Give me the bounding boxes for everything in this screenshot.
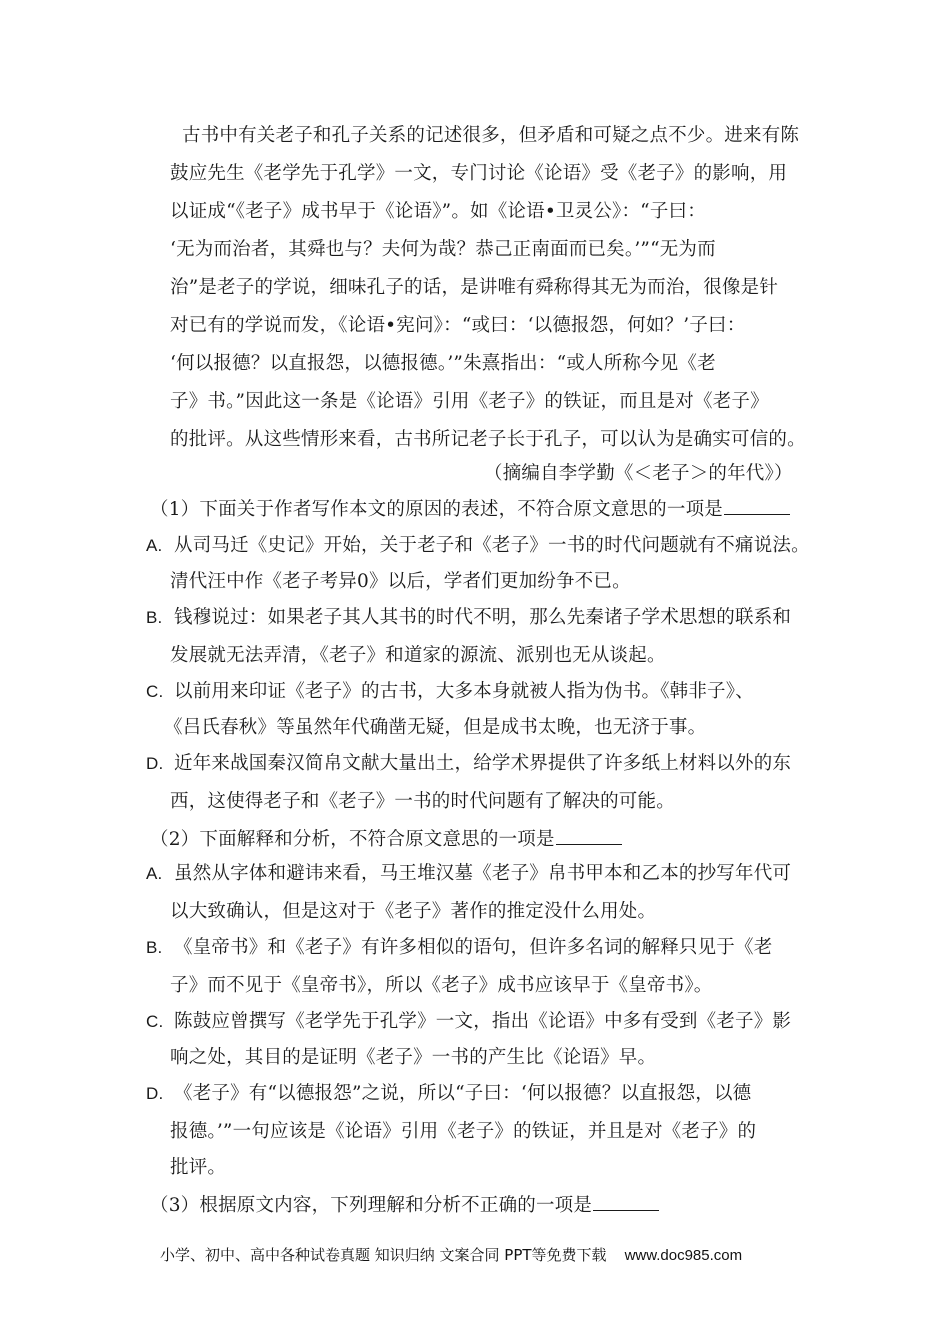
question-3-stem: [150, 1192, 659, 1218]
q1-option-b: [146, 606, 791, 630]
passage-line: 治”是老子的学说，细味孔子的话，是讲唯有舜称得其无为而治，很像是针: [170, 277, 779, 298]
answer-blank[interactable]: [593, 1192, 659, 1211]
q2-option-d-cont: 报德。’”一句应该是《论语》引用《老子》的铁证，并且是对《老子》的: [170, 1121, 757, 1142]
option-letter: D.: [146, 1084, 164, 1103]
option-text: 以前用来印证《老子》的古书，大多本身就被人指为伪书。《韩非子》、: [174, 681, 754, 702]
q2-option-b-cont: 子》而不见于《皇帝书》，所以《老子》成书应该早于《皇帝书》。: [170, 975, 713, 996]
option-text: 近年来战国秦汉简帛文献大量出土，给学术界提供了许多纸上材料以外的东: [174, 753, 792, 774]
option-letter: D.: [146, 754, 164, 773]
q2-option-c: [146, 1010, 791, 1034]
q1-option-b-cont: 发展就无法弄清，《老子》和道家的源流、派别也无从谈起。: [170, 645, 666, 666]
question-2-stem: [150, 826, 622, 852]
passage-line: 对已有的学说而发，《论语•宪问》：“或曰：‘以德报怨，何如？’子曰：: [170, 315, 746, 336]
q1-option-a-cont: 清代汪中作《老子考异0》以后，学者们更加纷争不已。: [170, 571, 631, 592]
q1-option-c: [146, 680, 754, 704]
option-letter: A.: [146, 536, 163, 555]
q2-option-b: [146, 936, 772, 960]
option-letter: C.: [146, 1012, 164, 1031]
option-letter: A.: [146, 864, 163, 883]
question-3-text: （3）根据原文内容，下列理解和分析不正确的一项是: [150, 1195, 593, 1216]
option-text: 《皇帝书》和《老子》有许多相似的语句，但许多名词的解释只见于《老: [174, 937, 773, 958]
q2-option-a-cont: 以大致确认，但是这对于《老子》著作的推定没什么用处。: [170, 901, 657, 922]
q2-option-d: [146, 1082, 751, 1106]
option-text: 从司马迁《史记》开始，关于老子和《老子》一书的时代问题就有不痛说法。: [174, 535, 810, 556]
option-text: 钱穆说过：如果老子其人其书的时代不明，那么先秦诸子学术思想的联系和: [174, 607, 792, 628]
passage-line: ‘无为而治者，其舜也与？夫何为哉？恭己正南面而已矣。’”“无为而: [170, 239, 716, 260]
question-1-stem: [150, 496, 790, 522]
passage-line: 的批评。从这些情形来看，古书所记老子长于孔子，可以认为是确实可信的。: [170, 429, 806, 450]
q1-option-d-cont: 西，这使得老子和《老子》一书的时代问题有了解决的可能。: [170, 791, 675, 812]
answer-blank[interactable]: [724, 496, 790, 515]
footer-site-link[interactable]: www.doc985.com: [624, 1247, 743, 1264]
option-text: 陈鼓应曾撰写《老学先于孔学》一文，指出《论语》中多有受到《老子》影: [174, 1011, 792, 1032]
q2-option-a: [146, 862, 791, 886]
answer-blank[interactable]: [556, 826, 622, 845]
passage-line: ‘何以报德？以直报怨，以德报德。’”朱熹指出：“或人所称今见《老: [170, 353, 716, 374]
option-text: 《老子》有“以德报怨”之说，所以“子曰：‘何以报德？以直报怨，以德: [174, 1083, 752, 1104]
passage-line: 以证成“《老子》成书早于《论语》”。如《论语•卫灵公》：“子曰：: [170, 201, 706, 222]
q1-option-c-cont: 《吕氏春秋》等虽然年代确凿无疑，但是成书太晚，也无济于事。: [164, 717, 707, 738]
q1-option-a: [146, 534, 810, 558]
page-footer: [160, 1244, 742, 1265]
option-letter: C.: [146, 682, 164, 701]
option-letter: B.: [146, 938, 163, 957]
passage-source: （摘编自李学勤《＜老子＞的年代》）: [484, 463, 793, 484]
passage-line: 鼓应先生《老学先于孔学》一文，专门讨论《论语》受《老子》的影响，用: [170, 163, 788, 184]
question-2-text: （2）下面解释和分析，不符合原文意思的一项是: [150, 829, 555, 850]
passage-line: 子》书。”因此这一条是《论语》引用《老子》的铁证，而且是对《老子》: [170, 391, 769, 412]
option-letter: B.: [146, 608, 163, 627]
q2-option-c-cont: 响之处，其目的是证明《老子》一书的产生比《论语》早。: [170, 1047, 657, 1068]
q1-option-d: [146, 752, 791, 776]
option-text: 虽然从字体和避讳来看，马王堆汉墓《老子》帛书甲本和乙本的抄写年代可: [174, 863, 792, 884]
footer-text: 小学、初中、高中各种试卷真题 知识归纳 文案合同 PPT等免费下载: [160, 1246, 607, 1264]
q2-option-d-cont: 批评。: [170, 1157, 227, 1178]
passage-line: 古书中有关老子和孔子关系的记述很多，但矛盾和可疑之点不少。进来有陈: [182, 125, 800, 146]
question-1-text: （1）下面关于作者写作本文的原因的表述，不符合原文意思的一项是: [150, 499, 723, 520]
